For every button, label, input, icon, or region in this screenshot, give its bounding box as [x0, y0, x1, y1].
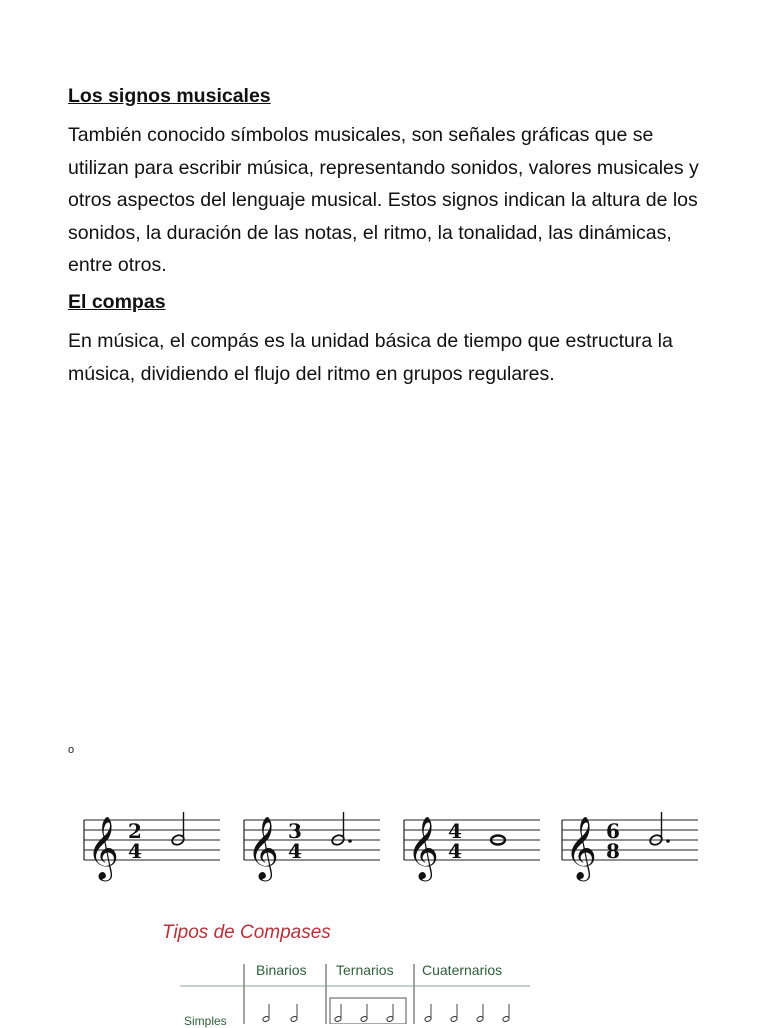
staff-4-4 [402, 800, 542, 884]
column-cuaternarios: Cuaternarios [422, 962, 503, 978]
staff-6-8 [560, 800, 700, 884]
time-signature-top: 4 [448, 819, 462, 843]
staff-3-4 [242, 800, 382, 884]
treble-clef-icon: 𝄞 [565, 816, 597, 879]
note-dot [666, 839, 670, 843]
time-signature-top: 3 [288, 819, 302, 843]
time-signature-bottom: 8 [606, 839, 620, 863]
treble-clef-icon: 𝄞 [407, 816, 439, 879]
compases-table-image [160, 918, 540, 1028]
time-signature-bottom: 4 [288, 839, 302, 863]
time-signature-top: 6 [606, 819, 620, 843]
note-dot [348, 839, 352, 843]
time-signature-bottom: 4 [128, 839, 142, 863]
row-simples: Simples [184, 1014, 227, 1028]
paragraph-compas: En música, el compás es la unidad básica de tiempo que estructura la música, dividiendo el flujo del ritmo en grupos regulares. [68, 329, 673, 385]
stray-mark: o [68, 744, 75, 756]
time-signature-top: 2 [128, 819, 142, 843]
time-signature-bottom: 4 [448, 839, 462, 863]
time-signature-image [82, 800, 702, 884]
column-ternarios: Ternarios [336, 962, 394, 978]
paragraph-signos: También conocido símbolos musicales, son señales gráficas que se utilizan para escribir música, representando sonidos, valores musicales y otros aspectos del lenguaje musical. Estos signos indican la altura de los sonidos, la duración de las notas, el ritmo, la tonalidad, las dinámicas, entre otros. [68, 124, 699, 277]
staff-2-4 [82, 800, 222, 884]
section-title-compas: El compas [68, 290, 166, 313]
document-page [68, 82, 708, 396]
treble-clef-icon: 𝄞 [87, 816, 119, 879]
column-binarios: Binarios [256, 962, 307, 978]
section-title-signos: Los signos musicales [68, 85, 271, 107]
treble-clef-icon: 𝄞 [247, 816, 279, 879]
table-title: Tipos de Compases [162, 922, 331, 943]
